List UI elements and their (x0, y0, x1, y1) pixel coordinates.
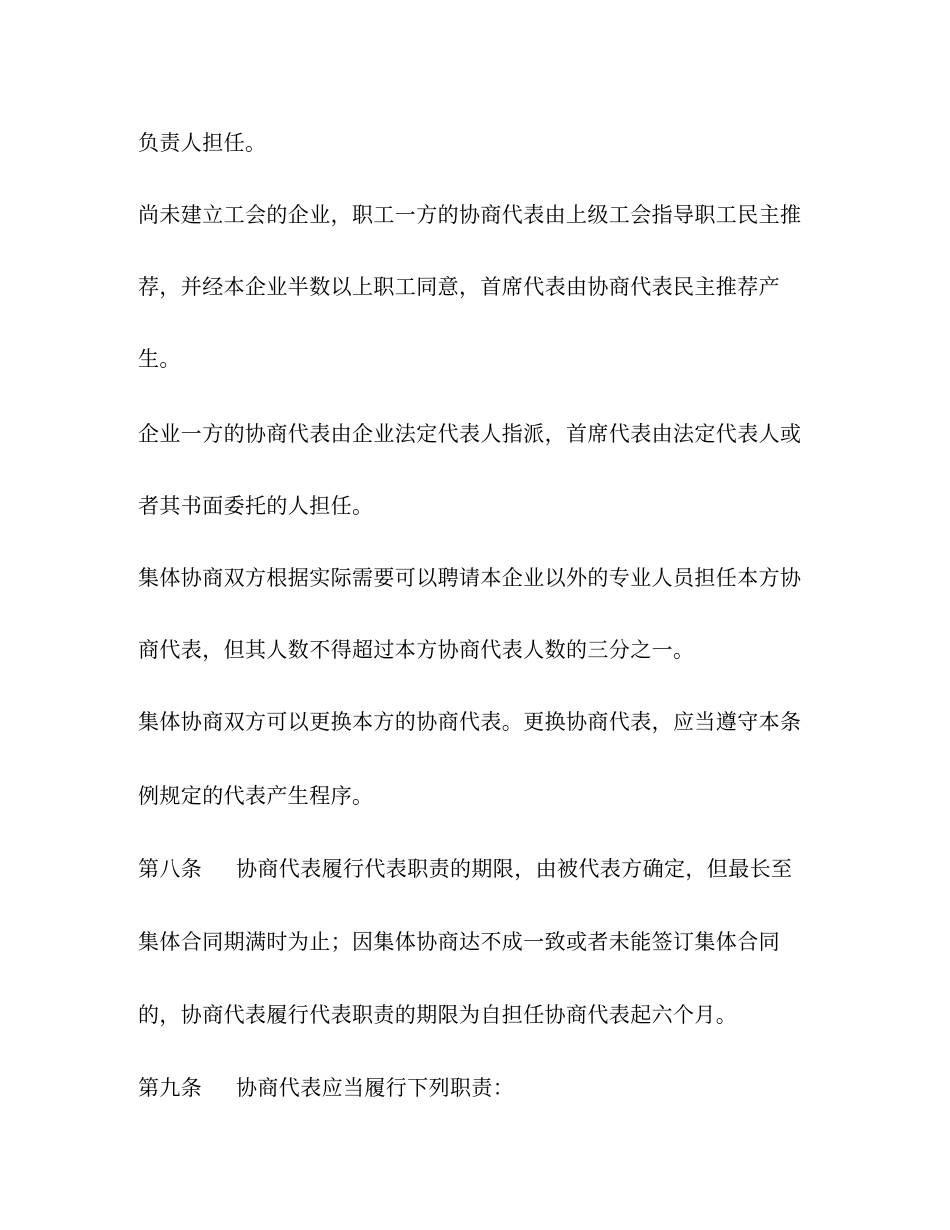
text-line-3: 荐，并经本企业半数以上职工同意，首席代表由协商代表民主推荐产 (138, 275, 780, 299)
text-line-7: 集体协商双方根据实际需要可以聘请本企业以外的专业人员担任本方协 (138, 566, 802, 590)
text-line-1: 负责人担任。 (138, 131, 267, 155)
text-line-2: 尚未建立工会的企业，职工一方的协商代表由上级工会指导职工民主推 (138, 203, 802, 227)
article-9-text-1: 协商代表应当履行下列职责： (236, 1076, 515, 1100)
article-9-number: 第九条 (138, 1076, 203, 1100)
article-8-number: 第八条 (138, 857, 203, 881)
text-line-4: 生。 (138, 347, 181, 371)
article-8-line-2: 集体合同期满时为止；因集体协商达不成一致或者未能签订集体合同 (138, 930, 780, 954)
article-8-line-3: 的，协商代表履行代表职责的期限为自担任协商代表起六个月。 (138, 1003, 738, 1027)
text-line-5: 企业一方的协商代表由企业法定代表人指派，首席代表由法定代表人或 (138, 422, 802, 446)
article-9-line-1 (138, 1073, 514, 1103)
article-8-line-1 (138, 854, 792, 884)
article-8-text-1: 协商代表履行代表职责的期限，由被代表方确定，但最长至 (236, 857, 793, 881)
text-line-8: 商代表，但其人数不得超过本方协商代表人数的三分之一。 (138, 638, 695, 662)
text-line-10: 例规定的代表产生程序。 (138, 784, 374, 808)
text-line-9: 集体协商双方可以更换本方的协商代表。更换协商代表，应当遵守本条 (138, 710, 802, 734)
text-line-6: 者其书面委托的人担任。 (138, 494, 374, 518)
